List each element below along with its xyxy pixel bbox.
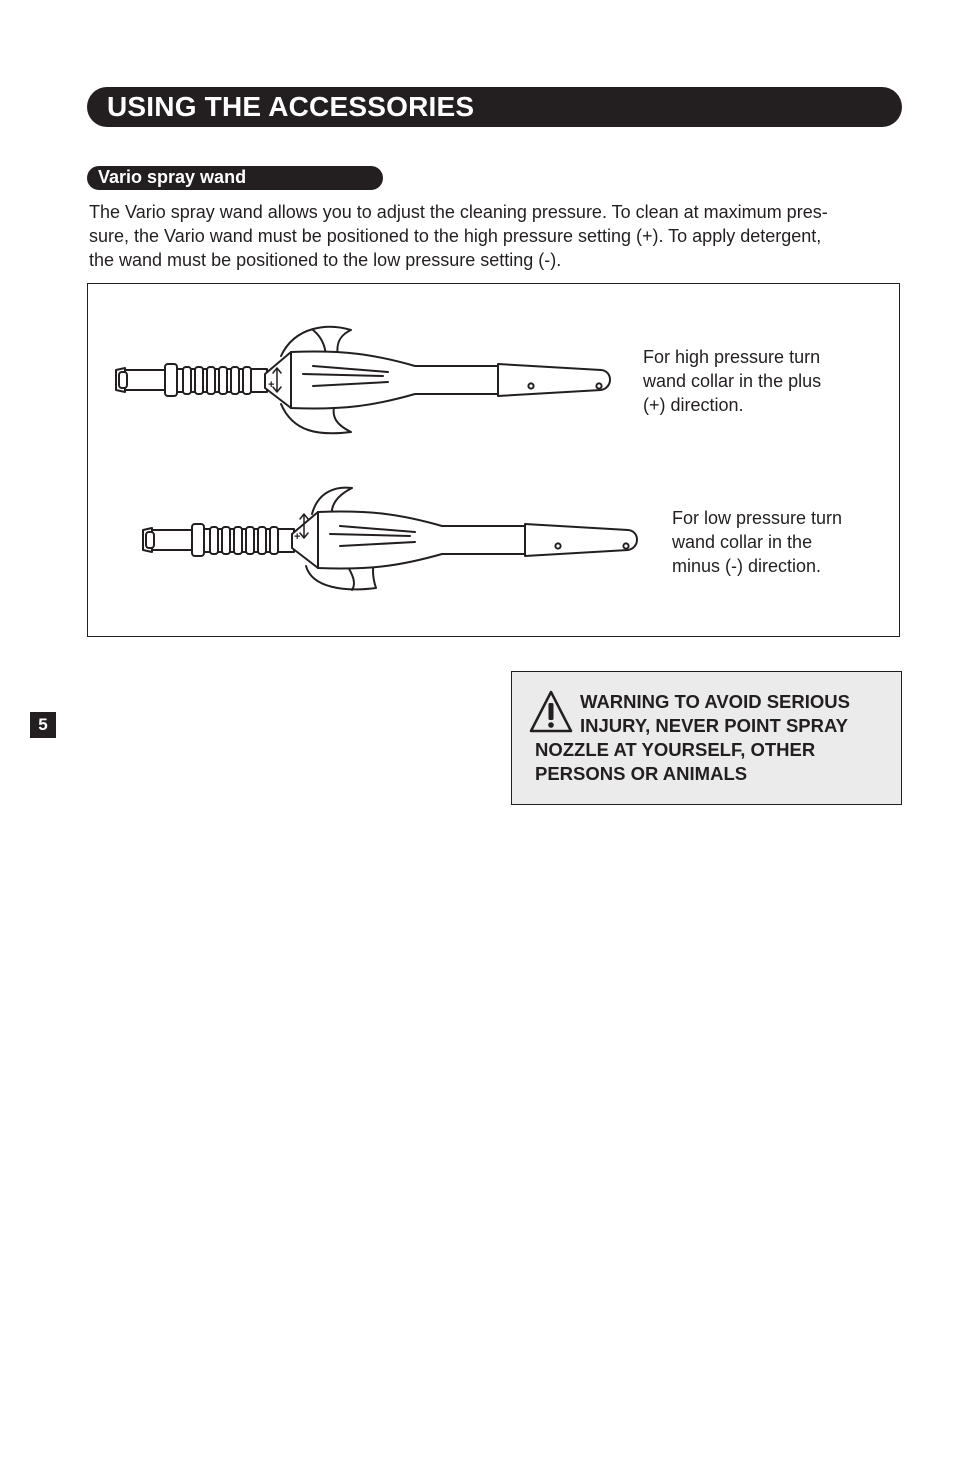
warning-line: INJURY, NEVER POINT SPRAY bbox=[580, 715, 848, 736]
subsection-title: Vario spray wand bbox=[98, 167, 247, 187]
wand-high-pressure-illustration bbox=[113, 324, 618, 436]
warning-triangle-icon bbox=[528, 689, 574, 735]
wand-low-pressure-illustration bbox=[140, 484, 650, 596]
page-number: 5 bbox=[30, 712, 56, 738]
svg-text:+: + bbox=[268, 379, 275, 391]
caption-line: For low pressure turn bbox=[672, 508, 843, 528]
intro-line: sure, the Vario wand must be positioned to the high pressure setting (+). To apply detergent, bbox=[89, 226, 822, 246]
svg-text:+: + bbox=[294, 531, 301, 543]
high-pressure-caption bbox=[643, 345, 821, 417]
low-pressure-caption bbox=[672, 506, 842, 578]
subsection-header-pill bbox=[87, 166, 383, 190]
intro-line: the wand must be positioned to the low pressure setting (-). bbox=[89, 250, 562, 270]
warning-box bbox=[511, 671, 902, 805]
intro-line: The Vario spray wand allows you to adjust the cleaning pressure. To clean at maximum pres- bbox=[89, 202, 828, 222]
wand-figure bbox=[87, 283, 900, 637]
caption-line: wand collar in the bbox=[672, 532, 813, 552]
warning-line: PERSONS OR ANIMALS bbox=[535, 763, 748, 784]
caption-line: (+) direction. bbox=[643, 395, 744, 415]
section-header-bar bbox=[87, 87, 902, 127]
caption-line: wand collar in the plus bbox=[643, 371, 822, 391]
caption-line: minus (-) direction. bbox=[672, 556, 822, 576]
intro-paragraph bbox=[89, 200, 899, 272]
page-title: USING THE ACCESSORIES bbox=[107, 91, 475, 122]
caption-line: For high pressure turn bbox=[643, 347, 821, 367]
warning-line: WARNING TO AVOID SERIOUS bbox=[580, 691, 850, 712]
warning-line: NOZZLE AT YOURSELF, OTHER bbox=[535, 739, 816, 760]
